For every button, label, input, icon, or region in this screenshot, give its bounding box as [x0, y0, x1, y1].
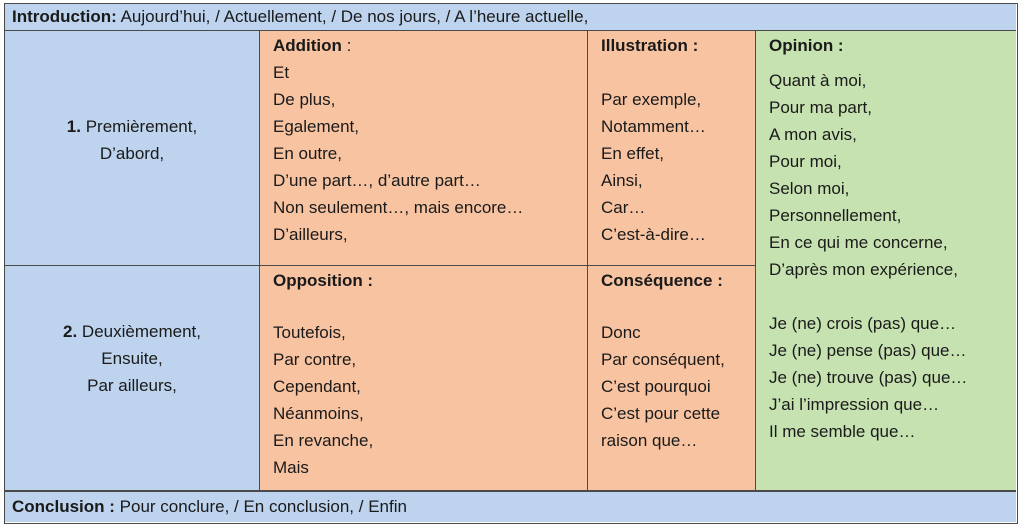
consequence-item: Donc [601, 323, 641, 342]
opinion-heading: Opinion : [769, 36, 844, 55]
illustration-item: C’est-à-dire… [601, 225, 706, 244]
opposition-item: Par contre, [273, 350, 357, 369]
opinion-item: Je (ne) crois (pas) que… [769, 314, 957, 333]
introduction-text: Aujourd’hui, / Actuellement, / De nos jours, / A l’heure actuelle, [116, 7, 589, 26]
part-one-number: 1. [66, 117, 81, 136]
part-one-line: D’abord, [99, 144, 165, 163]
consequence-heading: Conséquence : [601, 271, 723, 290]
part-two-line: Deuxièmement, [77, 322, 201, 341]
illustration-heading: Illustration : [601, 36, 699, 55]
opinion-cell [756, 31, 1016, 491]
addition-heading-suffix: : [341, 36, 352, 55]
opposition-heading: Opposition : [273, 271, 374, 290]
consequence-item: C’est pour cette [601, 404, 721, 423]
opposition-item: Toutefois, [273, 323, 346, 342]
opinion-item: Il me semble que… [769, 422, 916, 441]
addition-heading: Addition [273, 36, 342, 55]
consequence-item: Par conséquent, [601, 350, 725, 369]
part-one-cell [5, 31, 260, 266]
addition-item: De plus, [273, 90, 336, 109]
addition-item: D’ailleurs, [273, 225, 348, 244]
conclusion-text: Pour conclure, / En conclusion, / Enfin [114, 497, 407, 516]
illustration-cell [588, 31, 756, 266]
introduction-row [5, 4, 1016, 31]
part-two-line: Par ailleurs, [87, 376, 177, 395]
illustration-item: Car… [601, 198, 646, 217]
opinion-item: D’après mon expérience, [769, 260, 958, 279]
addition-item: Egalement, [273, 117, 359, 136]
illustration-item: Notamment… [601, 117, 706, 136]
consequence-item: C’est pourquoi [601, 377, 711, 396]
part-two-line: Ensuite, [101, 349, 163, 368]
opinion-item: En ce qui me concerne, [769, 233, 948, 252]
opinion-item: A mon avis, [769, 125, 857, 144]
part-one-line: Premièrement, [80, 117, 198, 136]
opposition-item: Néanmoins, [273, 404, 364, 423]
opinion-item: Pour ma part, [769, 98, 872, 117]
opinion-item: Je (ne) pense (pas) que… [769, 341, 967, 360]
opinion-item: Quant à moi, [769, 71, 867, 90]
opposition-item: Cependant, [273, 377, 361, 396]
part-two-cell [5, 266, 260, 491]
opposition-item: Mais [273, 458, 309, 477]
illustration-item: Par exemple, [601, 90, 702, 109]
illustration-item: Ainsi, [601, 171, 643, 190]
conclusion-label: Conclusion : [12, 497, 115, 516]
introduction-label: Introduction: [12, 7, 117, 26]
consequence-cell [588, 266, 756, 491]
conclusion-row [5, 491, 1016, 522]
addition-item: Non seulement…, mais encore… [273, 198, 524, 217]
addition-item: Et [273, 63, 290, 82]
opinion-item: Personnellement, [769, 206, 902, 225]
addition-cell [260, 31, 588, 266]
opposition-item: En revanche, [273, 431, 374, 450]
connectors-table [4, 3, 1018, 524]
opinion-item: Selon moi, [769, 179, 850, 198]
opposition-cell [260, 266, 588, 491]
addition-item: En outre, [273, 144, 342, 163]
opinion-item: J’ai l’impression que… [769, 395, 940, 414]
opinion-item: Je (ne) trouve (pas) que… [769, 368, 968, 387]
consequence-item: raison que… [601, 431, 698, 450]
illustration-item: En effet, [601, 144, 665, 163]
opinion-item: Pour moi, [769, 152, 842, 171]
part-two-number: 2. [63, 322, 78, 341]
addition-item: D’une part…, d’autre part… [273, 171, 481, 190]
